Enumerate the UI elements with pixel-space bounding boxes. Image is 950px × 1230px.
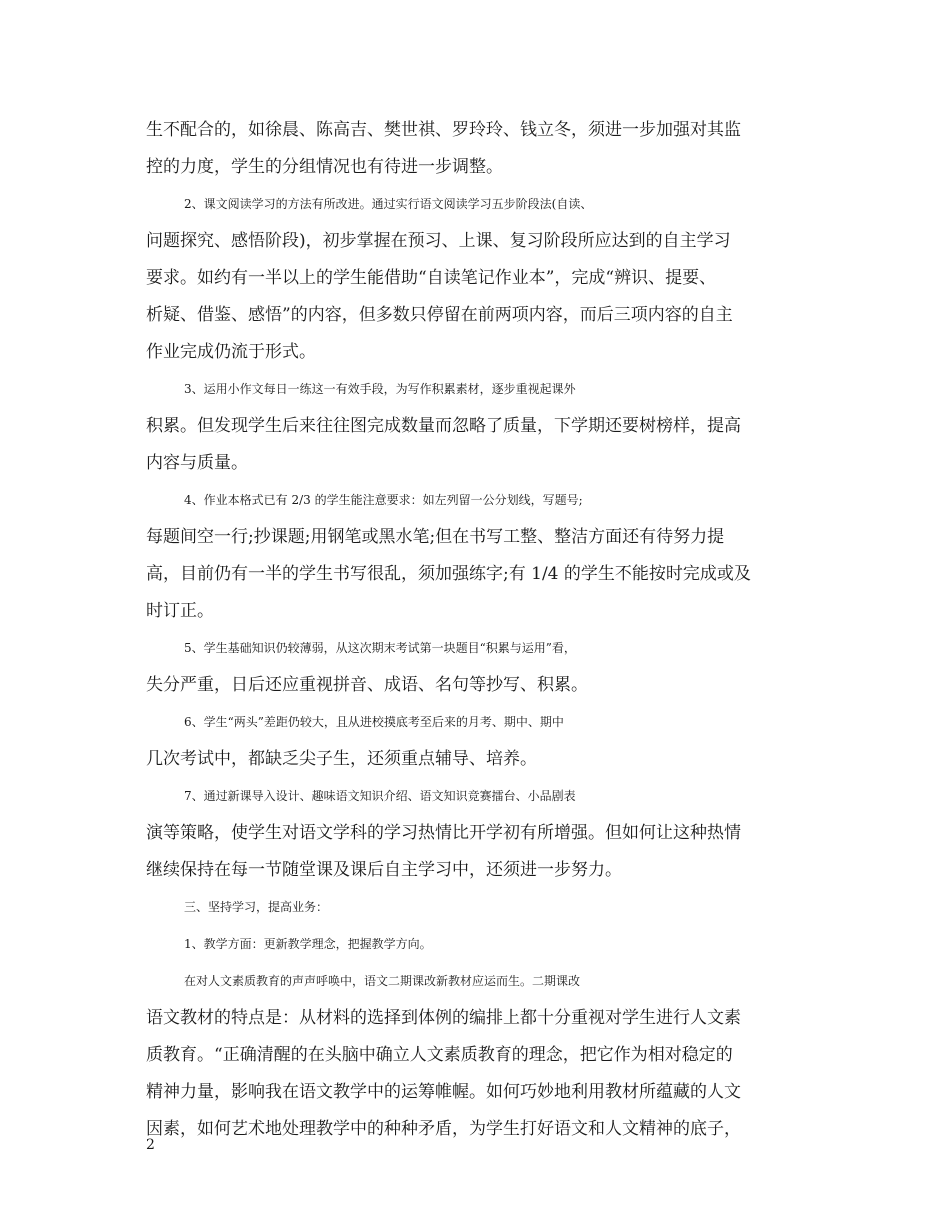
text-line: 1、教学方面：更新教学理念，把握教学方向。 [184, 937, 432, 951]
text-line: 2、课文阅读学习的方法有所改进。通过实行语文阅读学习五步阶段法(自读、 [184, 197, 593, 211]
text-line: 4、作业本格式已有 2/3 的学生能注意要求：如左列留一公分划线，写题号; [184, 493, 583, 507]
text-line: 高，目前仍有一半的学生书写很乱，须加强练字;有 1/4 的学生不能按时完成或及 [146, 564, 751, 584]
text-line: 7、通过新课导入设计、趣味语文知识介绍、语文知识竞赛擂台、小品剧表 [184, 789, 576, 803]
text-line: 失分严重，日后还应重视拼音、成语、名句等抄写、积累。 [146, 675, 588, 695]
text-line: 6、学生“两头”差距仍较大，且从进校摸底考至后来的月考、期中、期中 [184, 715, 564, 729]
text-line: 质教育。“正确清醒的在头脑中确立人文素质教育的理念，把它作为相对稳定的 [146, 1045, 733, 1065]
text-line: 控的力度，学生的分组情况也有待进一步调整。 [146, 157, 503, 177]
text-line: 在对人文素质教育的声声呼唤中，语文二期课改新教材应运而生。二期课改 [184, 974, 581, 988]
text-line: 积累。但发现学生后来往往图完成数量而忽略了质量，下学期还要树榜样，提高 [146, 416, 741, 436]
page-number: 2 [146, 1137, 155, 1153]
text-line: 内容与质量。 [146, 453, 248, 473]
text-line: 几次考试中，都缺乏尖子生，还须重点辅导、培养。 [146, 749, 537, 769]
text-line: 3、运用小作文每日一练这一有效手段，为写作积累素材，逐步重视起课外 [184, 382, 576, 396]
text-line: 问题探究、感悟阶段)，初步掌握在预习、上课、复习阶段所应达到的自主学习 [146, 231, 731, 251]
text-line: 生不配合的，如徐晨、陈高吉、樊世祺、罗玲玲、钱立冬，须进一步加强对其监 [146, 120, 741, 140]
text-line: 语文教材的特点是：从材料的选择到体例的编排上都十分重视对学生进行人文素 [146, 1008, 741, 1028]
text-line: 作业完成仍流于形式。 [146, 342, 316, 362]
body-text [146, 112, 806, 1148]
text-line: 演等策略，使学生对语文学科的学习热情比开学初有所增强。但如何让这种热情 [146, 823, 741, 843]
text-line: 5、学生基础知识仍较薄弱，从这次期末考试第一块题目“积累与运用”看， [184, 641, 576, 655]
text-line: 因素，如何艺术地处理教学中的种种矛盾，为学生打好语文和人文精神的底子， [146, 1119, 741, 1139]
text-line: 时订正。 [146, 601, 214, 621]
text-line: 要求。如约有一半以上的学生能借助“自读笔记作业本”，完成“辨识、提要、 [146, 268, 717, 288]
text-line: 精神力量，影响我在语文教学中的运筹帷幄。如何巧妙地利用教材所蕴藏的人文 [146, 1082, 741, 1102]
text-line: 析疑、借鉴、感悟”的内容，但多数只停留在前两项内容，而后三项内容的自主 [146, 305, 733, 325]
text-line: 每题间空一行;抄课题;用钢笔或黑水笔;但在书写工整、整洁方面还有待努力提 [146, 527, 725, 547]
text-line: 继续保持在每一节随堂课及课后自主学习中，还须进一步努力。 [146, 860, 622, 880]
text-line: 三、坚持学习，提高业务： [184, 900, 329, 914]
